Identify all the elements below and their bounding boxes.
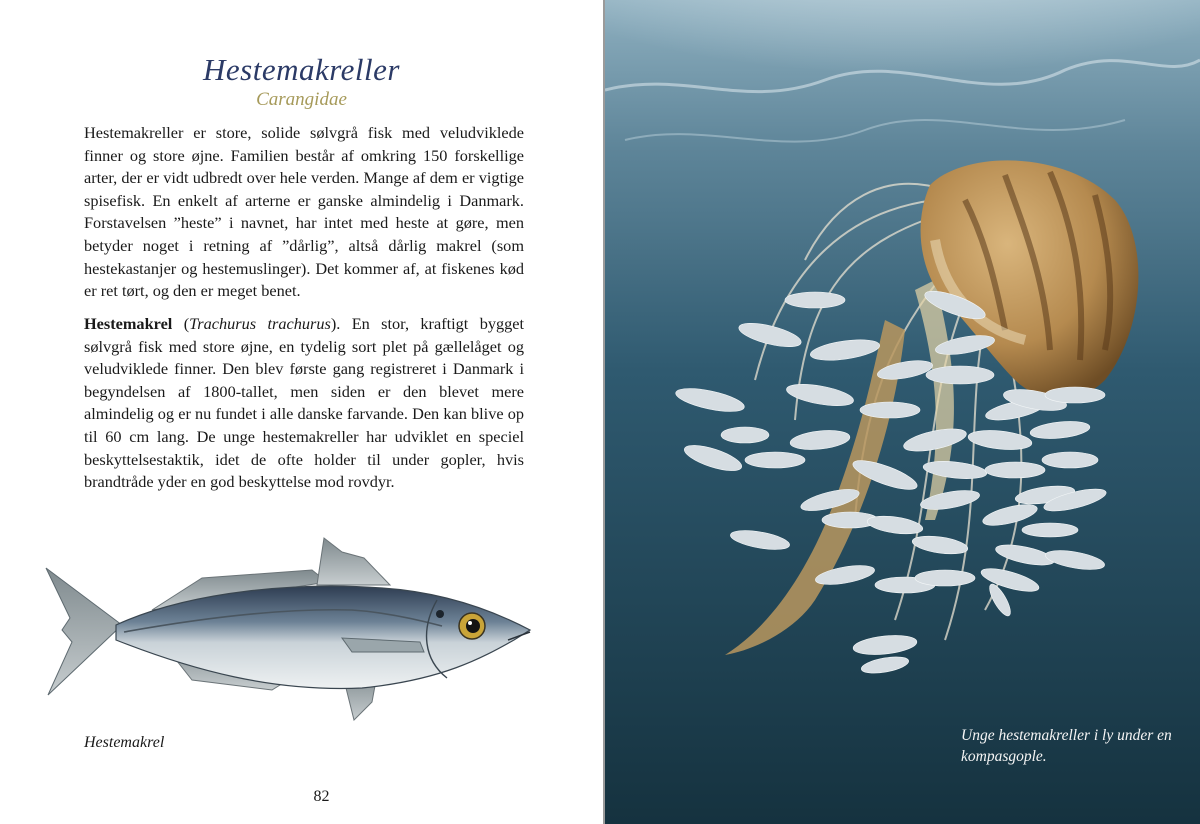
- page-number: 82: [313, 788, 330, 805]
- species-latin-name: Trachurus trachurus: [189, 314, 331, 333]
- first-dorsal-fin: [317, 538, 390, 585]
- species-description: En stor, kraftigt bygget sølvgrå fisk med store øjne, en tydelig sort plet på gællelåget og veludviklede finner. Den blev første gang registreret i Danmark i begyndelsen af 1800-tallet, men siden er den blevet mere almindelig og er nu fundet i alle danske farvande. Den kan blive op til 60 cm lang. De unge hestemakreller har udviklet en speciel beskyttelsestaktik, idet de ofte holder til under gopler, hvis brandtråde yder en god beskyttelse mod rovdyr.: [84, 314, 525, 492]
- illustration-caption: Hestemakrel: [84, 734, 165, 751]
- page-title: Hestemakreller: [203, 52, 400, 87]
- family-latin-name: Carangidae: [256, 89, 347, 110]
- intro-paragraph: Hestemakreller er store, solide sølvgrå fisk med veludviklede finner og store øjne. Familien består af omkring 150 forskellige arter, der er vidt udbredt over hele verden. Mange af dem er vigtige spisefisk. En enkelt af arterne er ganske almindelig i Danmark. Forstavelsen ”heste” i navnet, har intet med heste at gøre, men betyder noget i retning af ”dårlig”, altså dårlig makrel (som hestekastanjer og hestemuslinger). Det kommer af, at fiskenes kød er ret tørt, og den er meget benet.: [84, 123, 524, 301]
- latin-open: (: [172, 314, 190, 333]
- photo-caption: Unge hestemakreller i ly under en kompasgople.: [961, 727, 1172, 765]
- horse-mackerel-illustration: [42, 530, 534, 730]
- gill-spot: [436, 610, 444, 618]
- jellyfish-photo: [605, 0, 1200, 824]
- right-page: [605, 0, 1200, 824]
- species-paragraph: [84, 313, 524, 494]
- latin-close: ).: [330, 314, 352, 333]
- tail-fin: [46, 568, 122, 695]
- species-name: Hestemakrel: [84, 314, 173, 333]
